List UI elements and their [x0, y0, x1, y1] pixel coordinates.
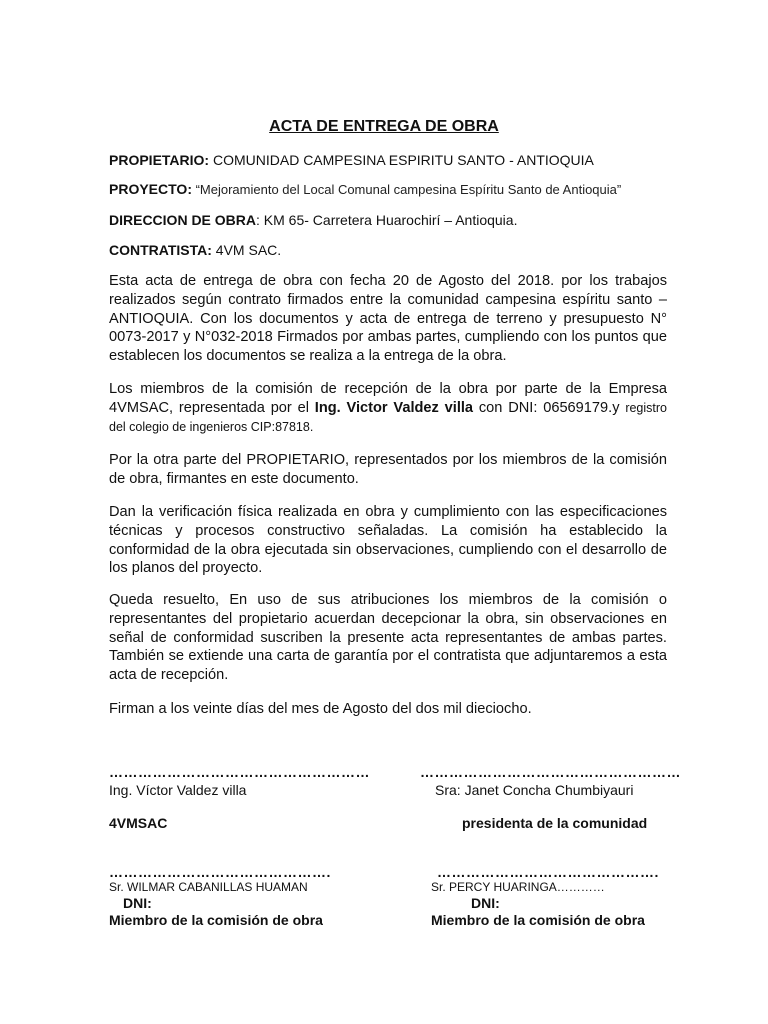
signer-right-name: Sra: Janet Concha Chumbiyauri [435, 782, 634, 798]
propietario-label: PROPIETARIO: [109, 152, 210, 168]
paragraph-propietario: Por la otra parte del PROPIETARIO, representados por los miembros de la comisión de obra, firmantes en este documento. [109, 452, 667, 487]
direccion-label: DIRECCION DE OBRA [109, 212, 257, 228]
member-right-role: Miembro de la comisión de obra [431, 912, 645, 928]
member-right-name: Sr. PERCY HUARINGA………… [431, 880, 605, 894]
propietario-line [109, 152, 594, 168]
paragraph-resuelto: Queda resuelto, En uso de sus atribuciones los miembros de la comisión o representantes del propietario acuerdan decepcionar la obra, sin observaciones en señal de conformidad suscriben la presente acta representantes de ambas partes. También se extiende una carta de garantía por el contratista que adjuntaremos a esta acta de recepción. [109, 592, 667, 684]
contratista-line [109, 242, 281, 258]
direccion-value: : KM 65- Carretera Huarochirí – Antioquia. [256, 212, 518, 228]
engineer-cip: registro del colegio de ingenieros CIP:87818. [109, 400, 667, 434]
propietario-value: COMUNIDAD CAMPESINA ESPIRITU SANTO - ANTIOQUIA [209, 152, 594, 168]
signer-right-org: presidenta de la comunidad [462, 815, 648, 831]
proyecto-label: PROYECTO: [109, 181, 192, 197]
member-left-dni-label: DNI: [123, 895, 152, 911]
paragraph-firman: Firman a los veinte días del mes de Agosto del dos mil dieciocho. [109, 701, 532, 717]
contratista-value: 4VM SAC. [211, 242, 282, 258]
member-left-name: Sr. WILMAR CABANILLAS HUAMAN [109, 880, 308, 894]
member-right-dni-label: DNI: [471, 895, 500, 911]
paragraph-verificacion: Dan la verificación física realizada en obra y cumplimiento con las especificaciones técnicas y procesos constructivo señaladas. La comisión ha establecido la conformidad de la obra ejecutada sin observaciones, cumpliendo con el desarrollo de los planos del proyecto. [109, 504, 667, 577]
paragraph-comision [109, 380, 667, 436]
engineer-dni: con DNI: 06569179.y [473, 399, 626, 416]
member-signature-line-right: ………………………………………. [437, 864, 659, 880]
proyecto-line [109, 181, 621, 197]
paragraph-comision-text: Los miembros de la comisión de recepción de la obra por parte de la Empresa 4VMSAC, representada por el [109, 381, 667, 416]
signer-left-org: 4VMSAC [109, 815, 168, 831]
paragraph-fecha: Esta acta de entrega de obra con fecha 20 de Agosto del 2018. por los trabajos realizados según contrato firmados entre la comunidad campesina espíritu santo – ANTIOQUIA. Con los documentos y acta de entrega de terreno y presupuesto N° 0073-2017 y N°032-2018 Firmados por ambas partes, cumpliendo con los puntos que establecen los documentos se realiza a la entrega de la obra. [109, 273, 667, 365]
contratista-label: CONTRATISTA: [109, 242, 212, 258]
member-left-role: Miembro de la comisión de obra [109, 912, 323, 928]
proyecto-value: “Mejoramiento del Local Comunal campesina Espíritu Santo de Antioquia” [191, 182, 622, 197]
signature-line-right: ……………………………………………… [420, 764, 681, 780]
document-title: ACTA DE ENTREGA DE OBRA [269, 118, 499, 135]
engineer-name: Ing. Victor Valdez villa [314, 399, 474, 416]
signature-line-left: ……………………………………………… [109, 764, 370, 780]
signer-left-name: Ing. Víctor Valdez villa [109, 782, 247, 798]
direccion-line [109, 212, 517, 228]
member-signature-line-left: ………………………………………. [109, 864, 331, 880]
